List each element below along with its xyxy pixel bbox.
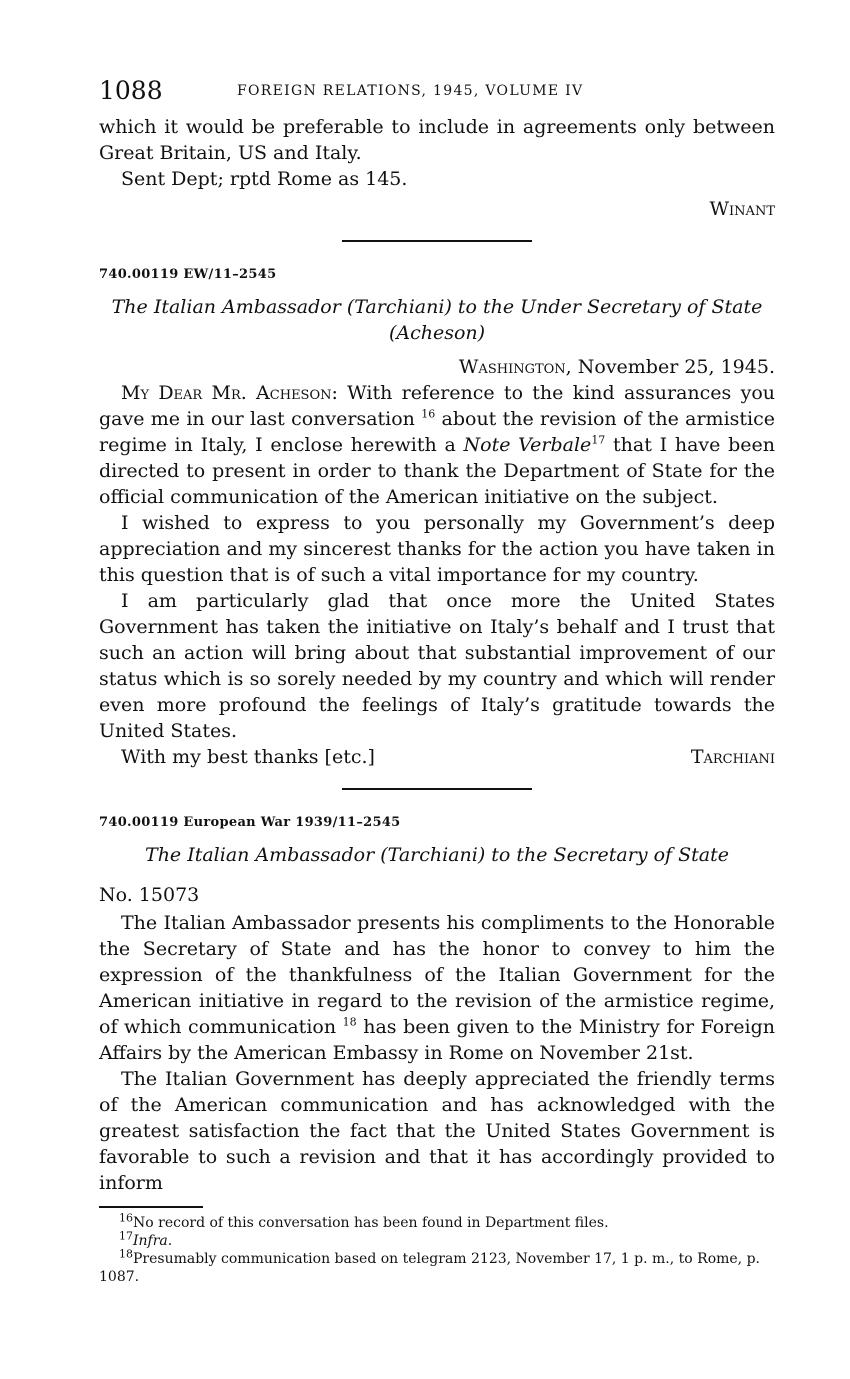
footnote-ref: 17	[591, 433, 606, 447]
document-heading: The Italian Ambassador (Tarchiani) to the Secretary of State	[145, 844, 729, 866]
running-title: FOREIGN RELATIONS, 1945, VOLUME IV	[237, 83, 584, 99]
continuation-text: which it would be preferable to include in agreements only between Great Britain, US and Italy.	[99, 116, 775, 164]
paragraph: I wished to express to you personally my Government’s deep appreciation and my sincerest thanks for the action you have taken in this question that is of such a vital importance for my country.	[99, 512, 775, 586]
document-acheson-letter	[99, 262, 775, 770]
dateline-date: , November 25, 1945.	[565, 356, 775, 378]
footnote-ref: 18	[342, 1015, 357, 1029]
salutation: My Dear Mr. Acheson	[121, 382, 332, 404]
signature-winant: Winant	[709, 198, 775, 220]
signature-tarchiani: Tarchiani	[690, 746, 775, 768]
footnote-rule	[99, 1206, 203, 1208]
footnotes	[99, 1211, 775, 1286]
document-page	[99, 74, 775, 1286]
page-header	[99, 74, 775, 114]
footnote-text: Presumably communication based on telegram 2123, November 17, 1 p. m., to Rome, p. 1087.	[99, 1251, 760, 1285]
paragraph-text: about the revision of the armistice regime in Italy, I enclose herewith a	[99, 408, 775, 456]
paragraph-text: The Italian Ambassador presents his compliments to the Honorable the Secretary of State and has the honor to convey to him the expression of the thankfulness of the Italian Government for the American initiative in regard to the revision of the armistice regime, of which communication	[99, 912, 775, 1038]
paragraph	[99, 380, 775, 510]
page-number: 1088	[99, 76, 163, 105]
section-divider	[342, 240, 532, 242]
footnote-text: Infra.	[133, 1233, 173, 1249]
document-note-verbale	[99, 810, 775, 1196]
footnote-mark: 18	[119, 1247, 133, 1261]
dateline-place: Washington	[458, 356, 566, 378]
section-divider	[342, 788, 532, 790]
closing-line	[99, 744, 775, 770]
dateline	[99, 354, 775, 380]
sent-line: Sent Dept; rptd Rome as 145.	[121, 168, 408, 190]
footnote	[99, 1229, 775, 1250]
continuation-section	[99, 114, 775, 222]
footnote	[99, 1247, 775, 1286]
file-number: 740.00119 EW/11–2545	[99, 267, 277, 282]
paragraph	[99, 910, 775, 1066]
document-number: No. 15073	[99, 884, 200, 906]
footnote-mark: 17	[119, 1229, 133, 1243]
file-number: 740.00119 European War 1939/11–2545	[99, 815, 401, 830]
document-heading: The Italian Ambassador (Tarchiani) to the Under Secretary of State (Acheson)	[111, 296, 763, 344]
paragraph-text: has been given to the Ministry for Foreign Affairs by the American Embassy in Rome on November 21st.	[99, 1016, 775, 1064]
closing-text: With my best thanks [etc.]	[121, 746, 375, 768]
footnote-mark: 16	[119, 1211, 133, 1225]
footnote	[99, 1211, 775, 1232]
paragraph-text: : With reference to the kind assurances you gave me in our last conversation	[99, 382, 775, 430]
paragraph: The Italian Government has deeply appreciated the friendly terms of the American communication and has acknowledged with the greatest satisfaction the fact that the United States Government is favorable to such a revision and that it has accordingly provided to inform	[99, 1068, 775, 1194]
paragraph-text: that I have been directed to present in order to thank the Department of State for the official communication of the American initiative on the subject.	[99, 434, 775, 508]
paragraph: I am particularly glad that once more the United States Government has taken the initiative on Italy’s behalf and I trust that such an action will bring about that substantial improvement of our status which is so sorely needed by my country and which will render even more profound the feelings of Italy’s gratitude towards the United States.	[99, 590, 775, 742]
footnote-ref: 16	[421, 407, 436, 421]
italic-term: Note Verbale	[463, 434, 592, 456]
footnote-text: No record of this conversation has been found in Department files.	[133, 1215, 609, 1231]
